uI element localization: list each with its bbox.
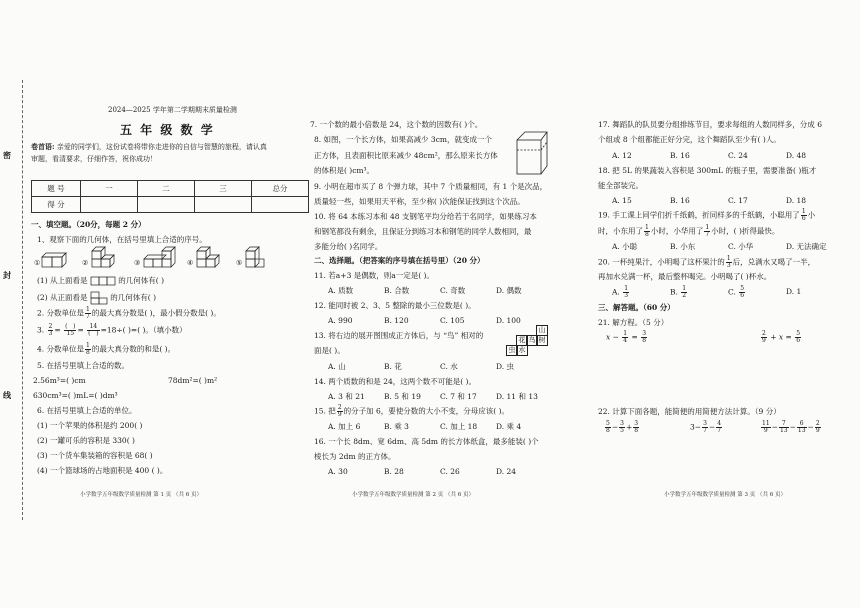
- page2-footer: 小学数学五年级数学质量检测 第 2 页 （共 6 页）: [352, 492, 474, 498]
- q13-option: A. 山: [328, 362, 346, 371]
- q13-option: B. 花: [384, 362, 402, 371]
- q6a-text: (1) 一个苹果的体积是约 200( ): [37, 421, 143, 430]
- q13-option: C. 水: [440, 362, 458, 371]
- q6b-text: (2) 一罐可乐的容积是 330( ): [37, 436, 135, 445]
- q8-line2: 正方体，且表面积比原来减少 48cm²，那么原来长方体: [314, 151, 498, 160]
- q17-line2: 个组或 8 个组都能正好分完，这个舞蹈队至少有( )人。: [598, 135, 781, 144]
- binding-char-mi: 密: [3, 150, 11, 160]
- q12-option: C. 105: [440, 316, 465, 325]
- q1b-text: (2) 从正面看是 的几何体有( ): [37, 291, 156, 305]
- q15-option: D. 乘 4: [496, 422, 522, 431]
- q14-text: 14. 两个质数的和是 24，这两个数不可能是( )。: [314, 377, 476, 386]
- fig-label: ④: [187, 259, 194, 267]
- q21-equation-2: $\frac{2}{9}$ + x = $\frac{5}{6}$: [762, 330, 801, 344]
- q19-option: B. 小东: [670, 242, 696, 251]
- q19-option: C. 小华: [728, 242, 754, 251]
- score-cell[interactable]: [252, 197, 309, 213]
- q6c-text: (3) 一个货车集装箱的容积是 68( ): [37, 451, 153, 460]
- q17-option: B. 16: [670, 151, 690, 160]
- net-face: 山: [536, 325, 548, 336]
- q11-option: D. 偶数: [496, 286, 522, 295]
- q11-text: 11. 若a+3 是偶数，则a一定是( )。: [314, 271, 434, 280]
- q22-expression-3: $\frac{11}{9}$ − $\frac{7}{13}$ − $\frac{6}{13}$ − $\frac{2}{9}$: [762, 420, 820, 434]
- page3-footer: 小学数学五年级数学质量检测 第 3 页 （共 6 页）: [664, 492, 786, 498]
- q20-line2: 再加水兑满一杯，最后整杯喝完。小明喝了( )杯水。: [598, 272, 772, 281]
- q15-option: B. 乘 3: [384, 422, 409, 431]
- q19-line2: 时，小东用了 $\frac{1}{8}$ 小时，小华用了 $\frac{1}{7}$ 小时，( )折得最快。: [598, 224, 780, 238]
- q10-line1: 10. 将 64 本练习本和 48 支钢笔平均分给若干名同学，如果练习本: [314, 212, 537, 221]
- q14-option: D. 11 和 13: [496, 392, 538, 401]
- score-cell: 得 分: [32, 197, 81, 213]
- q8-line1: 8. 如图，一个长方体，如果高减少 3cm，就变成一个: [314, 135, 493, 144]
- q6d-text: (4) 一个篮球场的占地面积是 400 ( )。: [37, 466, 168, 475]
- q20-option: D. 1: [786, 287, 802, 296]
- q18-option: B. 16: [670, 196, 690, 205]
- q14-option: A. 3 和 21: [328, 392, 365, 401]
- q5b-text: 78dm²=( )m²: [168, 376, 218, 385]
- binding-char-feng: 封: [3, 270, 11, 280]
- q15-option: C. 加上 18: [440, 422, 478, 431]
- q22-expression-1: $\frac{5}{8}$ − $\frac{3}{5}$ + $\frac{3}{8}$: [606, 420, 639, 434]
- q16-line1: 16. 一个长 8dm、宽 6dm、高 5dm 的长方体纸盒，最多能装( )个: [314, 437, 539, 446]
- q17-option: D. 48: [786, 151, 807, 160]
- score-table-row-score: [32, 197, 309, 213]
- q10-line2: 和钢笔都没有剩余，且保证分到练习本和钢笔的同学人数相同，最: [314, 227, 532, 236]
- q16-option: D. 24: [496, 467, 517, 476]
- net-face: 水: [516, 345, 528, 356]
- net-face: 花: [516, 335, 528, 346]
- q2-text: 2. 分数单位是 $\frac{1}{7}$ 的最大真分数是( )，最小假分数是( )。: [37, 306, 221, 320]
- q11-option: C. 奇数: [440, 286, 466, 295]
- notice-line1: 卷首语: 亲爱的同学们，这份试卷将带你走进你的自信与智慧的旅程，请认真: [31, 142, 267, 151]
- q1-figures: [34, 246, 269, 272]
- q12-text: 12. 能同时被 2、3、5 整除的最小三位数是( )。: [314, 301, 476, 310]
- fig-label: ②: [82, 259, 89, 267]
- q21-text: 21. 解方程。（5 分）: [598, 318, 669, 327]
- section-1-title: 一、填空题。（20分，每题 2 分）: [31, 220, 146, 229]
- subject-title: 五 年 级 数 学: [120, 123, 215, 137]
- score-cell: 题 号: [32, 181, 81, 197]
- q20-option: C. $\frac{5}{6}$: [728, 285, 745, 299]
- front-view-grid-icon: [90, 291, 108, 305]
- q17-option: C. 24: [728, 151, 748, 160]
- net-face: 鸟: [526, 335, 538, 346]
- section-3-title: 三、解答题。（60 分）: [598, 303, 675, 312]
- q13-option: D. 虫: [496, 362, 515, 371]
- score-cell: 三: [195, 181, 252, 197]
- q7-text: 7. 一个数的最小倍数是 24，这个数的因数有( )个。: [310, 120, 483, 129]
- page1-footer: 小学数学五年级数学质量检测 第 1 页 （共 6 页）: [80, 492, 202, 498]
- score-cell: 二: [138, 181, 195, 197]
- q22-expression-2: 3− $\frac{3}{7}$ − $\frac{4}{7}$: [690, 420, 722, 434]
- q5c-text: 630cm³=( )mL=( )dm³: [33, 391, 118, 400]
- q18-option: C. 17: [728, 196, 748, 205]
- q3-text: 3. $\frac{2}{3}$ = $\frac{( )}{15}$ = $\frac{14}{( )}$ =18÷( )=( )。（填小数）: [37, 323, 187, 337]
- q10-line3: 多能分给( )名同学。: [314, 242, 383, 251]
- q4-text: 4. 分数单位是 $\frac{1}{8}$ 的最大真分数的和是( )。: [37, 342, 176, 356]
- q9-line1: 9. 小明在超市买了 8 个弹力球，其中 7 个质量相同，有 1 个是次品，: [314, 182, 548, 191]
- net-face: 树: [536, 335, 548, 346]
- year-title: 2024—2025 学年第二学期期末质量检测: [108, 106, 237, 114]
- fig-label: ③: [134, 259, 141, 267]
- notice-line2: 审题，看清要求，仔细作答，祝你成功！: [31, 155, 157, 163]
- q19-line1: 19. 手工课上同学们折千纸鹤，折同样多的千纸鹤，小聪用了 $\frac{1}{6}$ 小: [598, 208, 816, 222]
- score-cell: 总分: [252, 181, 309, 197]
- score-cell[interactable]: [195, 197, 252, 213]
- q14-option: C. 7 和 17: [440, 392, 477, 401]
- q19-option: A. 小聪: [612, 242, 638, 251]
- q16-line2: 棱长为 2dm 的正方体。: [314, 452, 396, 461]
- q16-option: C. 26: [440, 467, 460, 476]
- q16-option: A. 30: [328, 467, 348, 476]
- q5-text: 5. 在括号里填上合适的数。: [37, 361, 130, 370]
- q22-text: 22. 计算下面各题，能简便的用简便方法计算。（9 分）: [598, 407, 781, 416]
- score-table-row-header: [32, 181, 309, 197]
- q19-option: D. 无法确定: [786, 242, 827, 251]
- binding-char-xian: 线: [3, 390, 11, 400]
- q18-line2: 能全部装完。: [598, 181, 643, 190]
- score-cell[interactable]: [81, 197, 138, 213]
- binding-line: [22, 80, 23, 520]
- score-table: [31, 180, 309, 213]
- q13-line1: 13. 将右边的展开图围成正方体后，与 “鸟” 相对的: [314, 331, 484, 340]
- q6-text: 6. 在括号里填上合适的单位。: [37, 406, 137, 415]
- q12-option: D. 100: [496, 316, 521, 325]
- q21-equation-1: x − $\frac{1}{4}$ = $\frac{3}{8}$: [606, 330, 647, 344]
- q1a-text: (1) 从上面看是 的几何体有( ): [37, 276, 165, 285]
- fig-label: ⑤: [236, 259, 243, 267]
- q20-line1: 20. 一杯纯果汁，小明喝了这杯果汁的 $\frac{1}{3}$ 后，兑满水又喝了一半，: [598, 255, 816, 269]
- q8-line3: 的体积是( )cm³。: [314, 166, 375, 175]
- q20-option: A. $\frac{1}{3}$: [612, 285, 629, 299]
- q13-cube-net: [506, 325, 552, 359]
- q14-option: B. 5 和 19: [384, 392, 421, 401]
- q18-line1: 18. 把 5L 的果蔬装入容积是 300mL 的瓶子里，需要准备( )瓶才: [598, 166, 817, 175]
- q20-option: B. $\frac{1}{2}$: [670, 285, 687, 299]
- q12-option: A. 990: [328, 316, 353, 325]
- q15-option: A. 加上 6: [328, 422, 361, 431]
- score-cell: 一: [81, 181, 138, 197]
- q5a-text: 2.56m³=( )cm: [33, 376, 86, 385]
- top-view-grid-icon: [90, 276, 116, 286]
- q16-option: B. 28: [384, 467, 404, 476]
- q15-text: 15. 把 $\frac{2}{9}$ 的分子加 6，要使分数的大小不变，分母应该( )。: [314, 404, 510, 418]
- q18-option: D. 18: [786, 196, 807, 205]
- q11-option: B. 合数: [384, 286, 410, 295]
- q1-text: 1、观察下面的几何体，在括号里填上合适的序号。: [37, 235, 207, 244]
- q9-line2: 质量轻一些，如果用天平称，至少称( )次能保证找到这个次品。: [314, 197, 525, 206]
- section-2-title: 二、选择题。（把答案的序号填在括号里）（20 分）: [314, 256, 485, 265]
- q11-option: A. 质数: [328, 286, 354, 295]
- q13-line2: 面是( )。: [314, 346, 345, 355]
- q17-option: A. 12: [612, 151, 632, 160]
- score-cell[interactable]: [138, 197, 195, 213]
- q17-line1: 17. 舞蹈队的队员要分组排练节目，要求每组的人数同样多，分成 6: [598, 120, 822, 129]
- q12-option: B. 120: [384, 316, 409, 325]
- net-face: 虫: [506, 345, 518, 356]
- q8-cuboid-figure: [515, 128, 549, 180]
- q18-option: A. 15: [612, 196, 632, 205]
- fig-label: ①: [34, 259, 41, 267]
